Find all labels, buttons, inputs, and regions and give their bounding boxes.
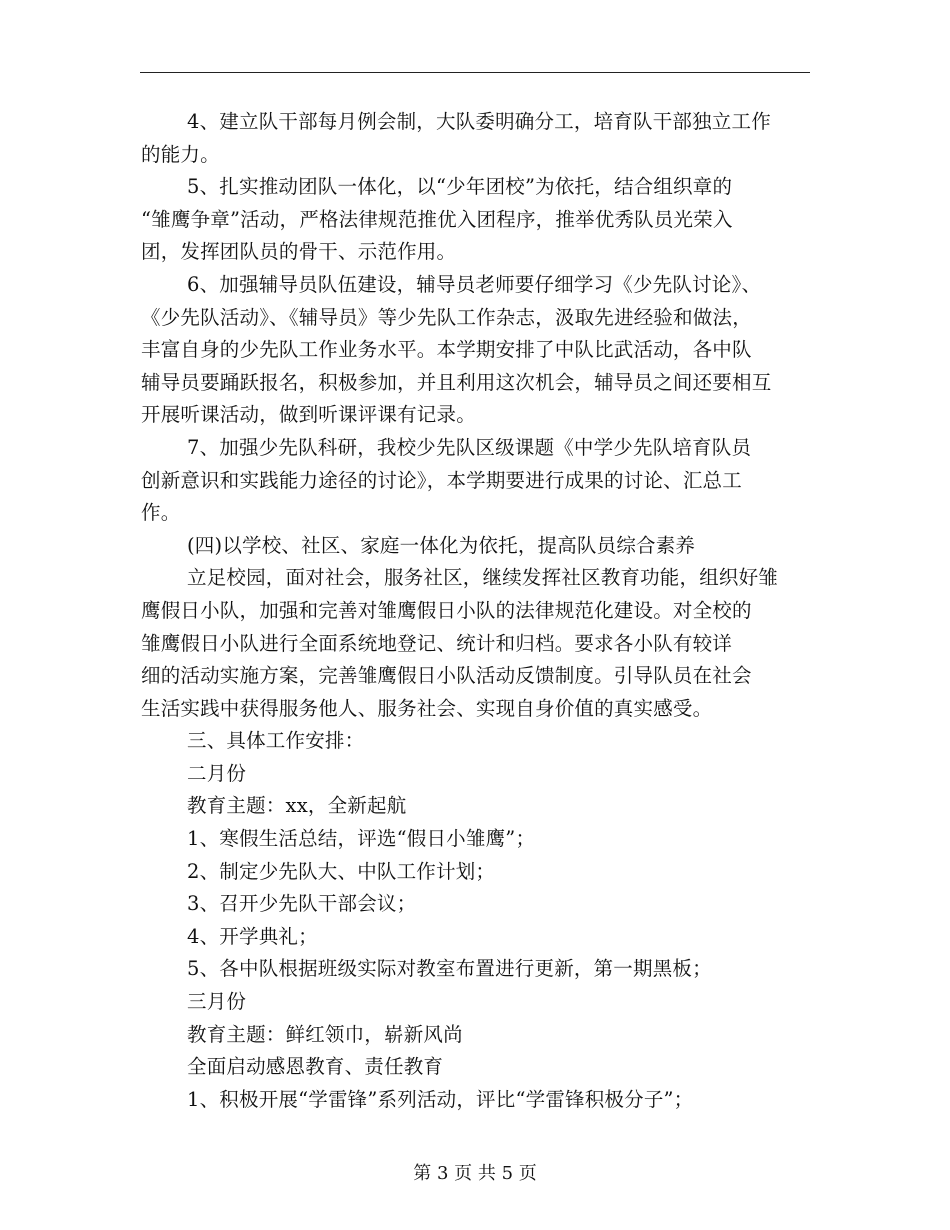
text-line: 二月份 [187, 761, 247, 785]
text-line: 三、具体工作安排： [187, 729, 365, 753]
text-line: 鹰假日小队，加强和完善对雏鹰假日小队的法律规范化建设。对全校的 [141, 598, 752, 622]
text-line: 教育主题：鲜红领巾，崭新风尚 [187, 1022, 463, 1046]
text-line: 辅导员要踊跃报名，积极参加，并且利用这次机会，辅导员之间还要相互 [141, 370, 772, 394]
text-line: 创新意识和实践能力途径的讨论》，本学期要进行成果的讨论、汇总工 [141, 468, 742, 492]
document-body [141, 106, 811, 1116]
text-line: 细的活动实施方案，完善雏鹰假日小队活动反馈制度。引导队员在社会 [141, 664, 752, 688]
text-line: 1、寒假生活总结，评选“假日小雏鹰”； [187, 827, 536, 851]
text-line: 开展听课活动，做到听课评课有记录。 [141, 403, 476, 427]
text-line: 4、建立队干部每月例会制，大队委明确分工，培育队干部独立工作 [187, 110, 771, 133]
text-line: 5、扎实推动团队一体化，以“少年团校”为依托，结合组织章的 [187, 175, 733, 199]
text-line: 6、加强辅导员队伍建设，辅导员老师要仔细学习《少先队讨论》、 [187, 272, 762, 296]
text-line: 的能力。 [141, 142, 220, 166]
text-line: 立足校园，面对社会，服务社区，继续发挥社区教育功能，组织好雏 [187, 566, 779, 590]
text-line: 7、加强少先队科研，我校少先队区级课题《中学少先队培育队员 [187, 435, 752, 459]
text-line: “雏鹰争章”活动，严格法律规范推优入团程序，推举优秀队员光荣入 [141, 207, 733, 231]
text-line: 4、开学典礼； [187, 924, 318, 948]
text-line: 雏鹰假日小队进行全面系统地登记、统计和归档。要求各小队有较详 [141, 631, 733, 655]
text-line: 生活实践中获得服务他人、服务社会、实现自身价值的真实感受。 [141, 696, 713, 720]
text-line: 全面启动感恩教育、责任教育 [187, 1055, 444, 1079]
text-line: 1、积极开展“学雷锋”系列活动，评比“学雷锋积极分子”； [187, 1087, 694, 1111]
text-line: 团，发挥团队员的骨干、示范作用。 [141, 240, 457, 264]
text-line: 丰富自身的少先队工作业务水平。本学期安排了中队比武活动，各中队 [141, 338, 752, 362]
text-line: 5、各中队根据班级实际对教室布置进行更新，第一期黑板； [187, 957, 712, 981]
text-line: 三月份 [187, 990, 247, 1014]
text-line: 教育主题：xx，全新起航 [187, 794, 407, 818]
page-number: 第 3 页 共 5 页 [413, 1163, 537, 1184]
text-line: 《少先队活动》、《辅导员》等少先队工作杂志，汲取先进经验和做法， [141, 305, 752, 329]
text-line: (四)以学校、社区、家庭一体化为依托，提高队员综合素养 [187, 533, 696, 557]
text-line: 2、制定少先队大、中队工作计划； [187, 859, 496, 883]
text-line: 3、召开少先队干部会议； [187, 892, 417, 916]
header-rule [140, 72, 810, 73]
text-line: 作。 [141, 501, 181, 525]
